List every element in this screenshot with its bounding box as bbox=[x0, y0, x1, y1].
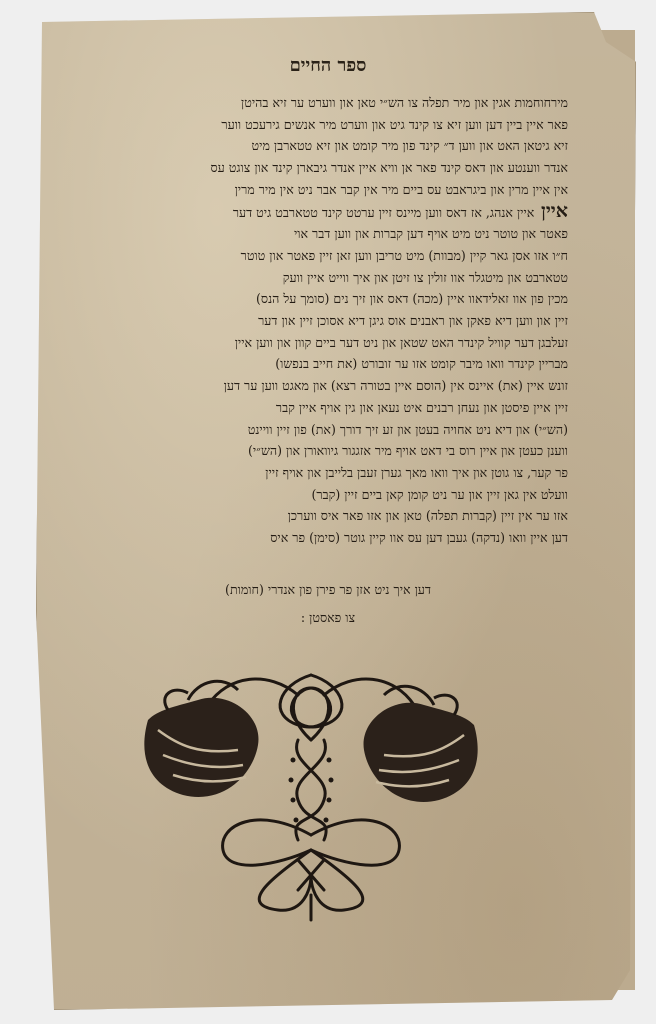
closing-line-end: צו פאסטן : bbox=[300, 610, 356, 625]
body-text bbox=[48, 92, 568, 549]
text-line-drop-word bbox=[48, 201, 568, 224]
text-line: וועלט אין גאן זיין און ער ניט קומן קאן ביים זיין (קבר) bbox=[311, 486, 568, 502]
text-line: אזו ער אין זיין (קברות תפלה) טאן און אזו פאר איס ווערכן bbox=[287, 508, 568, 524]
text-line: פאר איין ביין דען ווען זיא צו קינד גיט און ווערט מיר אנשים גירעכט ווער bbox=[221, 116, 568, 132]
closing-line: דען איך ניט אזן פר פירן פון אנדרי (חומות) bbox=[225, 582, 431, 597]
text-line: (הש״י) און דיא ניט אחויה בעטן און זע זיך דורך (את) פון זיין וויינט bbox=[247, 421, 568, 437]
text-line: דען איין וואו (נדקה) געבן דען עס אוו קיין גוטר (סימן) פר איס bbox=[270, 530, 568, 546]
drop-word: איין bbox=[540, 200, 568, 222]
text-line: זיין און ווען דיא פאקן און ראבנים אוס גיגן דיא אסוכן זיין און דער bbox=[258, 313, 568, 329]
right-flower-icon bbox=[364, 686, 478, 802]
text-line: פר קער, צו גוטן און איך וואו מאך גערן זעבן בלייבן און אויף זיין bbox=[265, 464, 568, 480]
text-line-rest: איין אנהג, אז דאס ווען מיינס זיין ערטט קינד טטארבט גיט דער bbox=[232, 204, 535, 220]
text-line: פאטר און טוטר ניט מיט אויף דען קברות און ווען דבר אוי bbox=[293, 226, 568, 242]
text-line: ח״ו אזו אסן גאר קיין (מבוות) מיט טריבן ווען זאן זיין פאטר און טוטר bbox=[240, 247, 568, 263]
text-line: זיא גיטאן האט און ווען ד״ קינד פון מיר קומט און זיא טטארבן מיט bbox=[251, 138, 568, 154]
woodcut-ornament-icon bbox=[128, 665, 494, 925]
text-line: מירחוחמות אגין און מיר תפלה צו הש״י טאן און ווערט ער זיא בהיטן bbox=[241, 95, 568, 110]
text-line: זונש איין (את) איינס אין (הוסם איין בטורה רצא) און מאגט ווען ער דען bbox=[223, 378, 568, 394]
text-line: טטארבט און מיטגלר אוו זולין צו זיטן און איך ווייט איין וועק bbox=[282, 269, 568, 285]
left-flower-icon bbox=[144, 681, 258, 797]
text-line: אנדר ווענטע און דאס קינד פאר אן וויא איין אנדר גיבארן קינד און צוגט עס bbox=[210, 160, 568, 176]
text-line: אין איין מרין און ביגראבט עס ביים מיר אין קבר אבר ניט אין מיר מרין bbox=[234, 181, 568, 197]
text-line: מבריין קינדר וואו מיבר קומט אזו ער זובורט (את חייב בנפשו) bbox=[275, 356, 568, 372]
text-line: מכין פון אוו זאלידאוו איין (מכה) דאס און זיך נים (סומך על הנס) bbox=[256, 291, 568, 307]
running-head: ספר החיים bbox=[289, 55, 367, 76]
text-line: זיין איין פיסטן און נעחן רבנים איט נעאן און גין אויף איין קבר bbox=[275, 399, 568, 415]
text-line: זעלבגן דער קוויל קינדר האט שטאן און ניט דער ביים קוון און ווען איין bbox=[234, 334, 568, 350]
text-line: ווענן כעטן און איין רוס בי דאט אויף מיר אזגגור גיוואורן און (הש״י) bbox=[247, 443, 568, 459]
